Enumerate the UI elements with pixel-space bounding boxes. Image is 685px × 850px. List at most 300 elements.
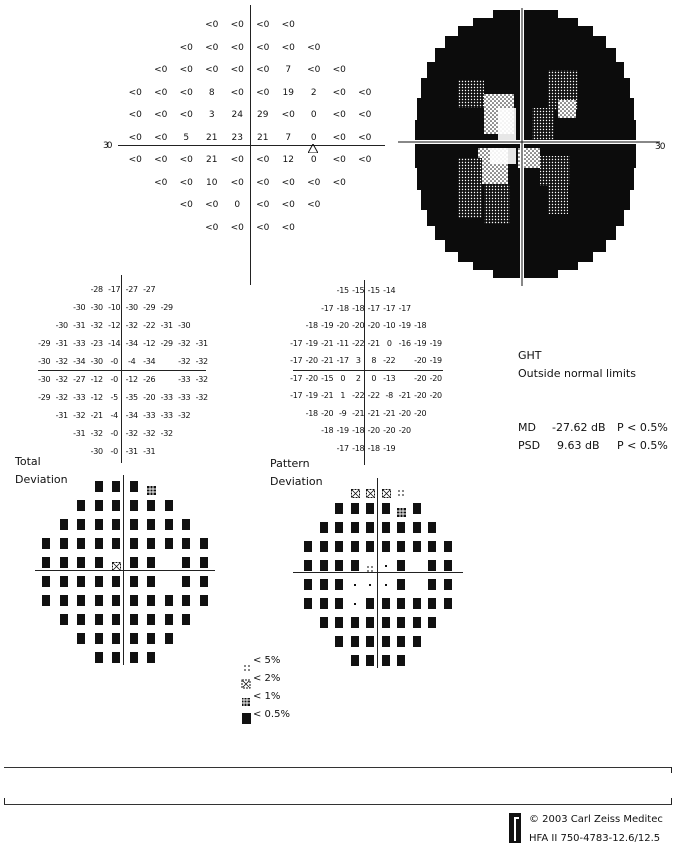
total-deviation-prob-p05-square [60,557,68,568]
pattern-deviation-value: -22 [383,356,396,365]
pattern-deviation-prob-p05-square [351,636,359,647]
total-deviation-value: -34 [125,339,138,348]
pattern-deviation-value: -18 [305,408,318,418]
pattern-deviation-value: -18 [336,303,349,313]
total-deviation-prob-p05-square [112,500,120,511]
threshold-horizontal-axis [118,145,385,146]
total-deviation-prob-p05-square [130,519,138,530]
pattern-deviation-value: -19 [383,443,396,453]
total-deviation-value: -33 [160,393,173,402]
pattern-deviation-prob-p05-square [351,617,359,628]
threshold-value: <0 [281,20,295,30]
pattern-deviation-value: -19 [414,338,427,348]
total-deviation-value: -33 [178,375,191,384]
p2-hatch-icon [241,674,251,693]
total-deviation-value: -31 [160,321,173,330]
total-deviation-value: -32 [195,393,208,402]
total-deviation-prob-p05-square [112,633,120,644]
total-deviation-value: -30 [90,303,103,312]
pattern-deviation-prob-p05-square [366,636,374,647]
total-deviation-prob-p05-square [95,481,103,492]
pattern-deviation-value: 8 [371,356,377,365]
threshold-value: <0 [230,177,244,188]
pattern-deviation-value: -20 [414,408,427,418]
threshold-value: 7 [285,65,292,75]
threshold-value: 21 [206,132,218,143]
total-deviation-prob-p05-square [95,538,103,549]
pattern-deviation-value: -20 [305,373,318,383]
pattern-deviation-prob-p05-square [397,541,405,552]
pattern-deviation-prob-p05-square [413,541,421,552]
total-deviation-prob-p05-square [165,633,173,644]
total-deviation-value: -22 [143,321,156,330]
total-deviation-value: -27 [125,285,138,294]
pattern-deviation-prob-p05-square [304,579,312,590]
total-deviation-prob-p2-symbol [112,557,121,576]
pattern-deviation-value: -15 [321,373,334,383]
ght-result: Outside normal limits [518,367,636,380]
total-deviation-prob-p05-square [77,519,85,530]
pattern-deviation-value: -18 [352,303,365,313]
pattern-deviation-prob-p05-square [335,579,343,590]
threshold-value: <0 [154,65,168,75]
total-deviation-value: -33 [73,393,86,402]
threshold-value: <0 [307,65,321,75]
total-deviation-value: -20 [143,393,156,402]
threshold-value: 21 [257,132,269,143]
pattern-deviation-value: -13 [383,373,396,383]
td-vertical-axis [121,275,122,463]
threshold-value: <0 [358,87,372,98]
threshold-value: <0 [358,132,372,143]
pattern-deviation-value: -20 [321,408,334,418]
pattern-deviation-value: -18 [305,321,318,330]
total-deviation-value: -0 [110,447,118,456]
total-deviation-value: -12 [90,375,103,384]
legend-p05: < 0.5% [253,709,290,720]
pattern-deviation-prob-p05-square [413,522,421,533]
p05-solid-icon [242,709,251,728]
total-deviation-prob-p05-square [182,576,190,587]
total-deviation-value: -0 [110,429,118,438]
threshold-value: <0 [179,177,193,188]
total-deviation-prob-p05-square [60,595,68,606]
pattern-deviation-value: -14 [383,286,396,295]
legend-p5: < 5% [253,655,281,666]
pdp-vertical-axis [377,478,378,668]
total-deviation-prob-p05-square [200,557,208,568]
total-deviation-prob-p05-square [95,519,103,530]
md-p: P < 0.5% [617,421,668,434]
pattern-deviation-label-1: Pattern [270,457,310,470]
pattern-deviation-prob-p05-square [382,522,390,533]
total-deviation-prob-p05-square [200,595,208,606]
pattern-deviation-value: -18 [352,426,365,435]
pattern-deviation-prob-p05-square [320,560,328,571]
total-deviation-value: -31 [55,411,68,420]
pattern-deviation-value: -18 [321,426,334,435]
threshold-value: <0 [256,42,270,53]
total-deviation-prob-p05-square [130,481,138,492]
threshold-value: <0 [128,155,142,165]
pattern-deviation-value: 1 [340,391,346,400]
pattern-deviation-prob-p05-square [320,541,328,552]
threshold-value: <0 [230,87,244,98]
pattern-deviation-prob-p05-square [335,560,343,571]
pattern-deviation-prob-normal-dot [354,603,356,605]
threshold-value: <0 [281,200,295,210]
zeiss-logo [509,813,521,847]
total-deviation-value: -33 [73,339,86,348]
md-value: -27.62 dB [552,421,606,434]
footer-tick-right-top [671,767,672,773]
threshold-value: <0 [256,87,270,98]
model-text: HFA II 750-4783-12.6/12.5 [529,833,661,844]
threshold-value: 24 [231,110,243,120]
pattern-deviation-value: -21 [352,408,365,418]
total-deviation-prob-p1-symbol [147,481,156,500]
threshold-value: <0 [230,65,244,75]
threshold-value: <0 [256,222,270,233]
pattern-deviation-value: 0 [340,373,346,383]
pattern-deviation-prob-p05-square [382,636,390,647]
pattern-deviation-prob-normal-dot [354,584,356,586]
total-deviation-value: -29 [38,393,51,402]
pattern-deviation-value: -21 [321,338,334,348]
total-deviation-prob-p05-square [77,595,85,606]
total-deviation-prob-p05-square [112,595,120,606]
pattern-deviation-prob-p05-square [351,503,359,514]
pattern-deviation-prob-p05-square [366,617,374,628]
threshold-value: <0 [205,200,219,210]
threshold-value: <0 [205,222,219,233]
grayscale-map [398,8,653,286]
threshold-axis-label-left: 30 [103,141,111,151]
total-deviation-prob-p05-square [112,652,120,663]
total-deviation-value: -32 [195,375,208,384]
pattern-deviation-prob-p05-square [351,655,359,666]
total-deviation-prob-p05-square [77,633,85,644]
pattern-deviation-prob-p05-square [366,541,374,552]
total-deviation-prob-p05-square [182,595,190,606]
total-deviation-value: -31 [195,339,208,348]
threshold-value: 0 [310,155,317,165]
threshold-value: <0 [256,200,270,210]
pattern-deviation-prob-p05-square [428,560,436,571]
total-deviation-value: -29 [160,303,173,312]
pattern-deviation-prob-p05-square [320,617,328,628]
pattern-deviation-prob-p05-square [397,579,405,590]
pattern-deviation-value: -22 [367,391,380,400]
pattern-deviation-prob-p05-square [382,617,390,628]
total-deviation-value: -31 [143,447,156,456]
threshold-value: <0 [358,110,372,120]
total-deviation-prob-p05-square [42,576,50,587]
pattern-deviation-value: -19 [305,391,318,400]
total-deviation-prob-p05-square [77,557,85,568]
grayscale-axis-label-right: 30 [655,142,665,152]
total-deviation-prob-p05-square [147,576,155,587]
threshold-value: <0 [230,222,244,233]
total-deviation-value: -34 [125,411,138,420]
footer-rule-bottom [4,804,672,805]
threshold-value: <0 [230,20,244,30]
total-deviation-prob-p05-square [95,595,103,606]
ght-title: GHT [518,349,542,362]
pattern-deviation-prob-p05-square [382,541,390,552]
pattern-deviation-prob-p05-square [413,636,421,647]
copyright-text: © 2003 Carl Zeiss Meditec [529,814,663,825]
total-deviation-prob-p05-square [77,576,85,587]
pattern-deviation-value: -20 [352,321,365,330]
pattern-deviation-value: -21 [383,408,396,418]
total-deviation-prob-p05-square [182,614,190,625]
threshold-value: <0 [307,42,321,53]
pattern-deviation-prob-p1-symbol [397,503,406,522]
pattern-deviation-prob-p05-square [366,522,374,533]
total-deviation-value: -32 [178,339,191,348]
threshold-value: 3 [208,110,215,120]
total-deviation-prob-p05-square [147,614,155,625]
total-deviation-label-1: Total [15,455,41,468]
total-deviation-value: -32 [143,429,156,438]
threshold-value: <0 [256,177,270,188]
pattern-deviation-value: -20 [367,426,380,435]
total-deviation-value: -30 [73,303,86,312]
total-deviation-prob-p05-square [165,614,173,625]
total-deviation-prob-p05-square [130,500,138,511]
pattern-deviation-value: 0 [386,338,392,348]
pattern-deviation-value: -17 [336,443,349,453]
threshold-value: <0 [256,155,270,165]
total-deviation-value: -31 [73,321,86,330]
pattern-deviation-value: -22 [352,391,365,400]
threshold-value: <0 [307,177,321,188]
pattern-deviation-prob-p05-square [335,541,343,552]
total-deviation-prob-p05-square [200,576,208,587]
pattern-deviation-value: -19 [305,338,318,348]
total-deviation-value: -32 [195,357,208,366]
pattern-deviation-prob-p05-square [366,598,374,609]
pdp-horizontal-axis [293,572,463,573]
total-deviation-value: -32 [73,411,86,420]
pattern-deviation-prob-p5-symbol [366,560,375,579]
pattern-deviation-value: -17 [367,303,380,313]
total-deviation-value: -29 [160,339,173,348]
total-deviation-prob-p05-square [147,557,155,568]
threshold-value: <0 [281,110,295,120]
pattern-deviation-prob-p05-square [351,522,359,533]
footer-tick-left-bottom [4,798,5,804]
pattern-deviation-value: -20 [429,373,442,383]
pattern-deviation-value: -21 [398,391,411,400]
total-deviation-prob-p05-square [165,519,173,530]
total-deviation-value: -29 [143,303,156,312]
pattern-deviation-prob-p05-square [397,655,405,666]
threshold-value: <0 [179,42,193,53]
total-deviation-value: -32 [90,429,103,438]
pattern-deviation-prob-p05-square [304,598,312,609]
tdp-horizontal-axis [35,570,215,571]
pattern-deviation-prob-p05-square [335,636,343,647]
pattern-deviation-prob-p05-square [428,598,436,609]
pattern-deviation-value: 2 [355,373,361,383]
total-deviation-value: -31 [125,447,138,456]
threshold-value: <0 [332,87,346,98]
pattern-deviation-value: -19 [336,426,349,435]
threshold-value: <0 [205,42,219,53]
threshold-value: <0 [332,132,346,143]
threshold-value: <0 [281,222,295,233]
td-horizontal-axis [38,370,206,371]
total-deviation-value: -32 [90,321,103,330]
pattern-deviation-prob-p05-square [335,598,343,609]
pattern-deviation-value: -20 [383,426,396,435]
pattern-deviation-value: -17 [290,356,303,365]
threshold-value: <0 [230,42,244,53]
total-deviation-prob-p05-square [130,538,138,549]
pattern-deviation-prob-p05-square [335,522,343,533]
pattern-deviation-prob-p05-square [382,655,390,666]
threshold-value: 0 [234,200,241,210]
threshold-value: 23 [231,132,243,143]
threshold-value: <0 [332,155,346,165]
psd-p: P < 0.5% [617,439,668,452]
total-deviation-prob-p05-square [42,538,50,549]
total-deviation-prob-p05-square [130,633,138,644]
pattern-deviation-prob-p2-symbol [351,484,360,503]
total-deviation-value: -30 [125,303,138,312]
pattern-deviation-prob-p05-square [382,598,390,609]
pattern-deviation-value: -20 [367,321,380,330]
threshold-value: 0 [310,110,317,120]
total-deviation-value: -32 [125,321,138,330]
pattern-deviation-value: -20 [414,356,427,365]
total-deviation-value: -31 [73,429,86,438]
pattern-deviation-value: 0 [371,373,377,383]
total-deviation-value: -4 [110,411,118,420]
total-deviation-prob-p05-square [95,614,103,625]
pattern-deviation-value: -20 [414,373,427,383]
total-deviation-value: -34 [143,357,156,366]
total-deviation-prob-p05-square [112,519,120,530]
total-deviation-prob-p05-square [147,595,155,606]
total-deviation-prob-p05-square [130,595,138,606]
total-deviation-prob-p05-square [77,614,85,625]
total-deviation-value: -10 [108,303,121,312]
pattern-deviation-value: -15 [352,286,365,295]
pattern-deviation-value: -19 [429,356,442,365]
pattern-deviation-prob-p05-square [444,598,452,609]
pattern-deviation-prob-p05-square [320,579,328,590]
total-deviation-prob-p05-square [95,500,103,511]
pattern-deviation-prob-p05-square [366,503,374,514]
pattern-deviation-prob-p05-square [428,579,436,590]
threshold-value: 19 [282,87,294,98]
total-deviation-prob-p05-square [182,557,190,568]
threshold-value: <0 [154,177,168,188]
pattern-deviation-prob-p05-square [428,522,436,533]
threshold-value: <0 [332,110,346,120]
pattern-deviation-value: 3 [355,356,361,365]
pattern-deviation-prob-normal-dot [385,584,387,586]
pattern-deviation-value: -20 [336,321,349,330]
total-deviation-value: -23 [90,339,103,348]
threshold-value: <0 [154,110,168,120]
threshold-value: <0 [179,155,193,165]
total-deviation-prob-p05-square [130,652,138,663]
threshold-value: 12 [282,155,294,165]
total-deviation-value: -29 [38,339,51,348]
pattern-deviation-value: -15 [367,286,380,295]
pattern-deviation-value: -21 [321,356,334,365]
pattern-deviation-prob-p2-symbol [382,484,391,503]
total-deviation-value: -14 [108,339,121,348]
total-deviation-prob-p05-square [112,614,120,625]
threshold-value: <0 [281,42,295,53]
threshold-value: <0 [154,132,168,143]
pattern-deviation-value: -9 [339,408,347,418]
total-deviation-prob-p05-square [77,500,85,511]
pattern-deviation-prob-p05-square [304,560,312,571]
pattern-deviation-value: -10 [383,321,396,330]
pattern-deviation-value: -17 [383,303,396,313]
pattern-deviation-value: -22 [352,338,365,348]
total-deviation-value: -32 [178,411,191,420]
total-deviation-value: -32 [160,429,173,438]
pattern-deviation-value: -18 [352,443,365,453]
threshold-value: <0 [205,20,219,30]
total-deviation-value: -30 [55,321,68,330]
total-deviation-prob-p05-square [112,538,120,549]
pattern-deviation-value: -21 [321,391,334,400]
pattern-deviation-value: -8 [385,391,393,400]
pattern-deviation-prob-p05-square [444,541,452,552]
pattern-deviation-prob-p2-symbol [366,484,375,503]
total-deviation-prob-p05-square [60,538,68,549]
pattern-deviation-prob-p05-square [444,579,452,590]
total-deviation-prob-p05-square [182,519,190,530]
total-deviation-prob-p05-square [112,481,120,492]
total-deviation-value: -12 [143,339,156,348]
threshold-value: <0 [332,177,346,188]
pattern-deviation-label-2: Deviation [270,475,323,488]
pattern-deviation-value: -18 [367,443,380,453]
pattern-deviation-prob-p05-square [428,541,436,552]
threshold-value: 8 [208,87,215,98]
total-deviation-value: -21 [90,411,103,420]
total-deviation-value: -27 [143,285,156,294]
threshold-value: <0 [154,87,168,98]
total-deviation-value: -30 [90,357,103,366]
total-deviation-value: -35 [125,393,138,402]
pattern-deviation-value: -15 [336,286,349,295]
total-deviation-value: -31 [55,339,68,348]
total-deviation-prob-p05-square [112,576,120,587]
total-deviation-value: -17 [108,285,121,294]
pattern-deviation-prob-p05-square [335,617,343,628]
pattern-deviation-prob-p05-square [304,541,312,552]
threshold-value: <0 [179,65,193,75]
total-deviation-prob-p05-square [95,557,103,568]
pattern-deviation-value: -20 [414,391,427,400]
pattern-deviation-prob-p05-square [397,598,405,609]
threshold-value: <0 [358,155,372,165]
pattern-deviation-prob-p05-square [320,598,328,609]
legend-p2: < 2% [253,673,281,684]
pattern-deviation-prob-normal-dot [369,584,371,586]
total-deviation-prob-p05-square [42,595,50,606]
